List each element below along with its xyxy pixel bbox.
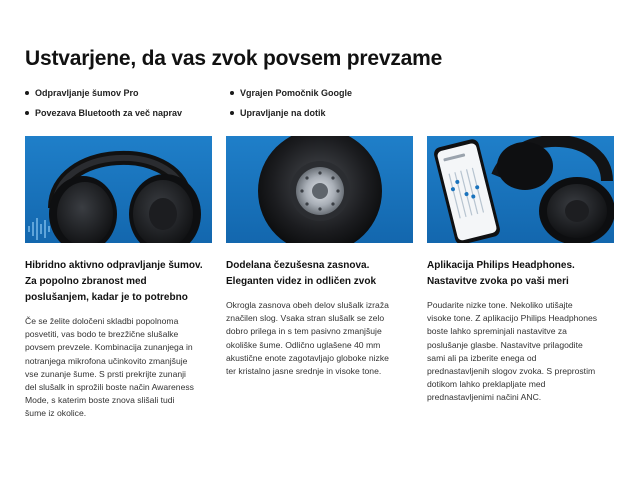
- body-line: vse zunanje šume. S prsti prekrijte zunanji: [25, 368, 186, 379]
- app-and-headphones-image: [427, 136, 614, 243]
- body-line: povsem prevzele. Kombinacija zunanjega in: [25, 342, 193, 353]
- body-line: prednastavljenimi načini ANC.: [427, 392, 542, 403]
- heading-line: Eleganten videz in odličen zvok: [226, 276, 377, 287]
- headphones-side-image: [25, 136, 212, 243]
- body-line: Okrogla zasnova obeh delov slušalk izraža: [226, 300, 389, 310]
- bullet-dot-icon: [25, 111, 29, 115]
- feature-label: Odpravljanje šumov Pro: [35, 88, 139, 98]
- earcup-closeup-image: [226, 136, 413, 243]
- body-line: visoke tone. Z aplikacijo Philips Headphones: [427, 313, 598, 324]
- feature-card-design: [226, 136, 413, 421]
- body-line: okoliške šume. Odlično uglašene 40 mm: [226, 339, 381, 350]
- feature-description: [226, 299, 413, 378]
- body-line: Poudarite nizke tone. Nekoliko utišajte: [427, 300, 573, 310]
- feature-label: Vgrajen Pomočnik Google: [240, 88, 353, 98]
- body-line: značilen slog. Vsaka stran slušalk se zelo: [226, 313, 385, 324]
- body-line: ter kristalno jasne srednje in visoke tone.: [226, 366, 382, 377]
- feature-description: [427, 299, 614, 405]
- body-line: del slušalk in sprožili boste način Awareness: [25, 382, 194, 393]
- body-line: boste lahko spreminjali nastavitve za: [427, 326, 567, 337]
- body-line: dobro prilega in s tem pasivno zmanjšuje: [226, 326, 382, 337]
- bullet-dot-icon: [25, 91, 29, 95]
- bullet-dot-icon: [230, 111, 234, 115]
- heading-line: poslušanjem, kadar je to potrebno: [25, 292, 188, 303]
- feature-item: [25, 86, 230, 100]
- body-line: sami ali pa izberite enega od: [427, 352, 537, 363]
- body-line: poslušanje glasbe. Nastavitve prilagodite: [427, 339, 583, 350]
- body-line: prednastavljenih slogov zvoka. S preprostim: [427, 366, 596, 377]
- heading-line: Hibridno aktivno odpravljanje šumov.: [25, 260, 203, 271]
- feature-description: [25, 315, 212, 421]
- body-line: posvetiti, vas bodo te brezžične slušalke: [25, 329, 179, 340]
- feature-item: [230, 106, 530, 120]
- heading-line: Aplikacija Philips Headphones.: [427, 260, 575, 271]
- feature-heading: [427, 258, 614, 290]
- feature-heading: [25, 258, 212, 306]
- feature-list: [25, 86, 625, 120]
- heading-line: Dodelana čezušesna zasnova.: [226, 260, 370, 271]
- body-line: notranjega mikrofona učinkovito zmanjšuje: [25, 355, 188, 366]
- page-title: Ustvarjene, da vas zvok povsem prevzame: [25, 47, 443, 70]
- feature-columns: [25, 136, 614, 421]
- body-line: Mode, s katerim boste znova slišali tudi: [25, 395, 175, 406]
- body-line: akustične enote zagotavljajo globoke nizke: [226, 352, 389, 363]
- body-line: dotikom lahko preklapljate med: [427, 379, 546, 390]
- feature-card-anc: [25, 136, 212, 421]
- feature-label: Povezava Bluetooth za več naprav: [35, 108, 183, 118]
- feature-label: Upravljanje na dotik: [240, 108, 326, 118]
- heading-line: Za popolno zbranost med: [25, 276, 147, 287]
- feature-heading: [226, 258, 413, 290]
- bullet-dot-icon: [230, 91, 234, 95]
- feature-item: [25, 106, 230, 120]
- feature-item: [230, 86, 530, 100]
- body-line: Če se želite določeni skladbi popolnoma: [25, 316, 179, 326]
- body-line: šume iz okolice.: [25, 408, 87, 419]
- heading-line: Nastavitve zvoka po vaši meri: [427, 276, 569, 287]
- feature-card-app: [427, 136, 614, 421]
